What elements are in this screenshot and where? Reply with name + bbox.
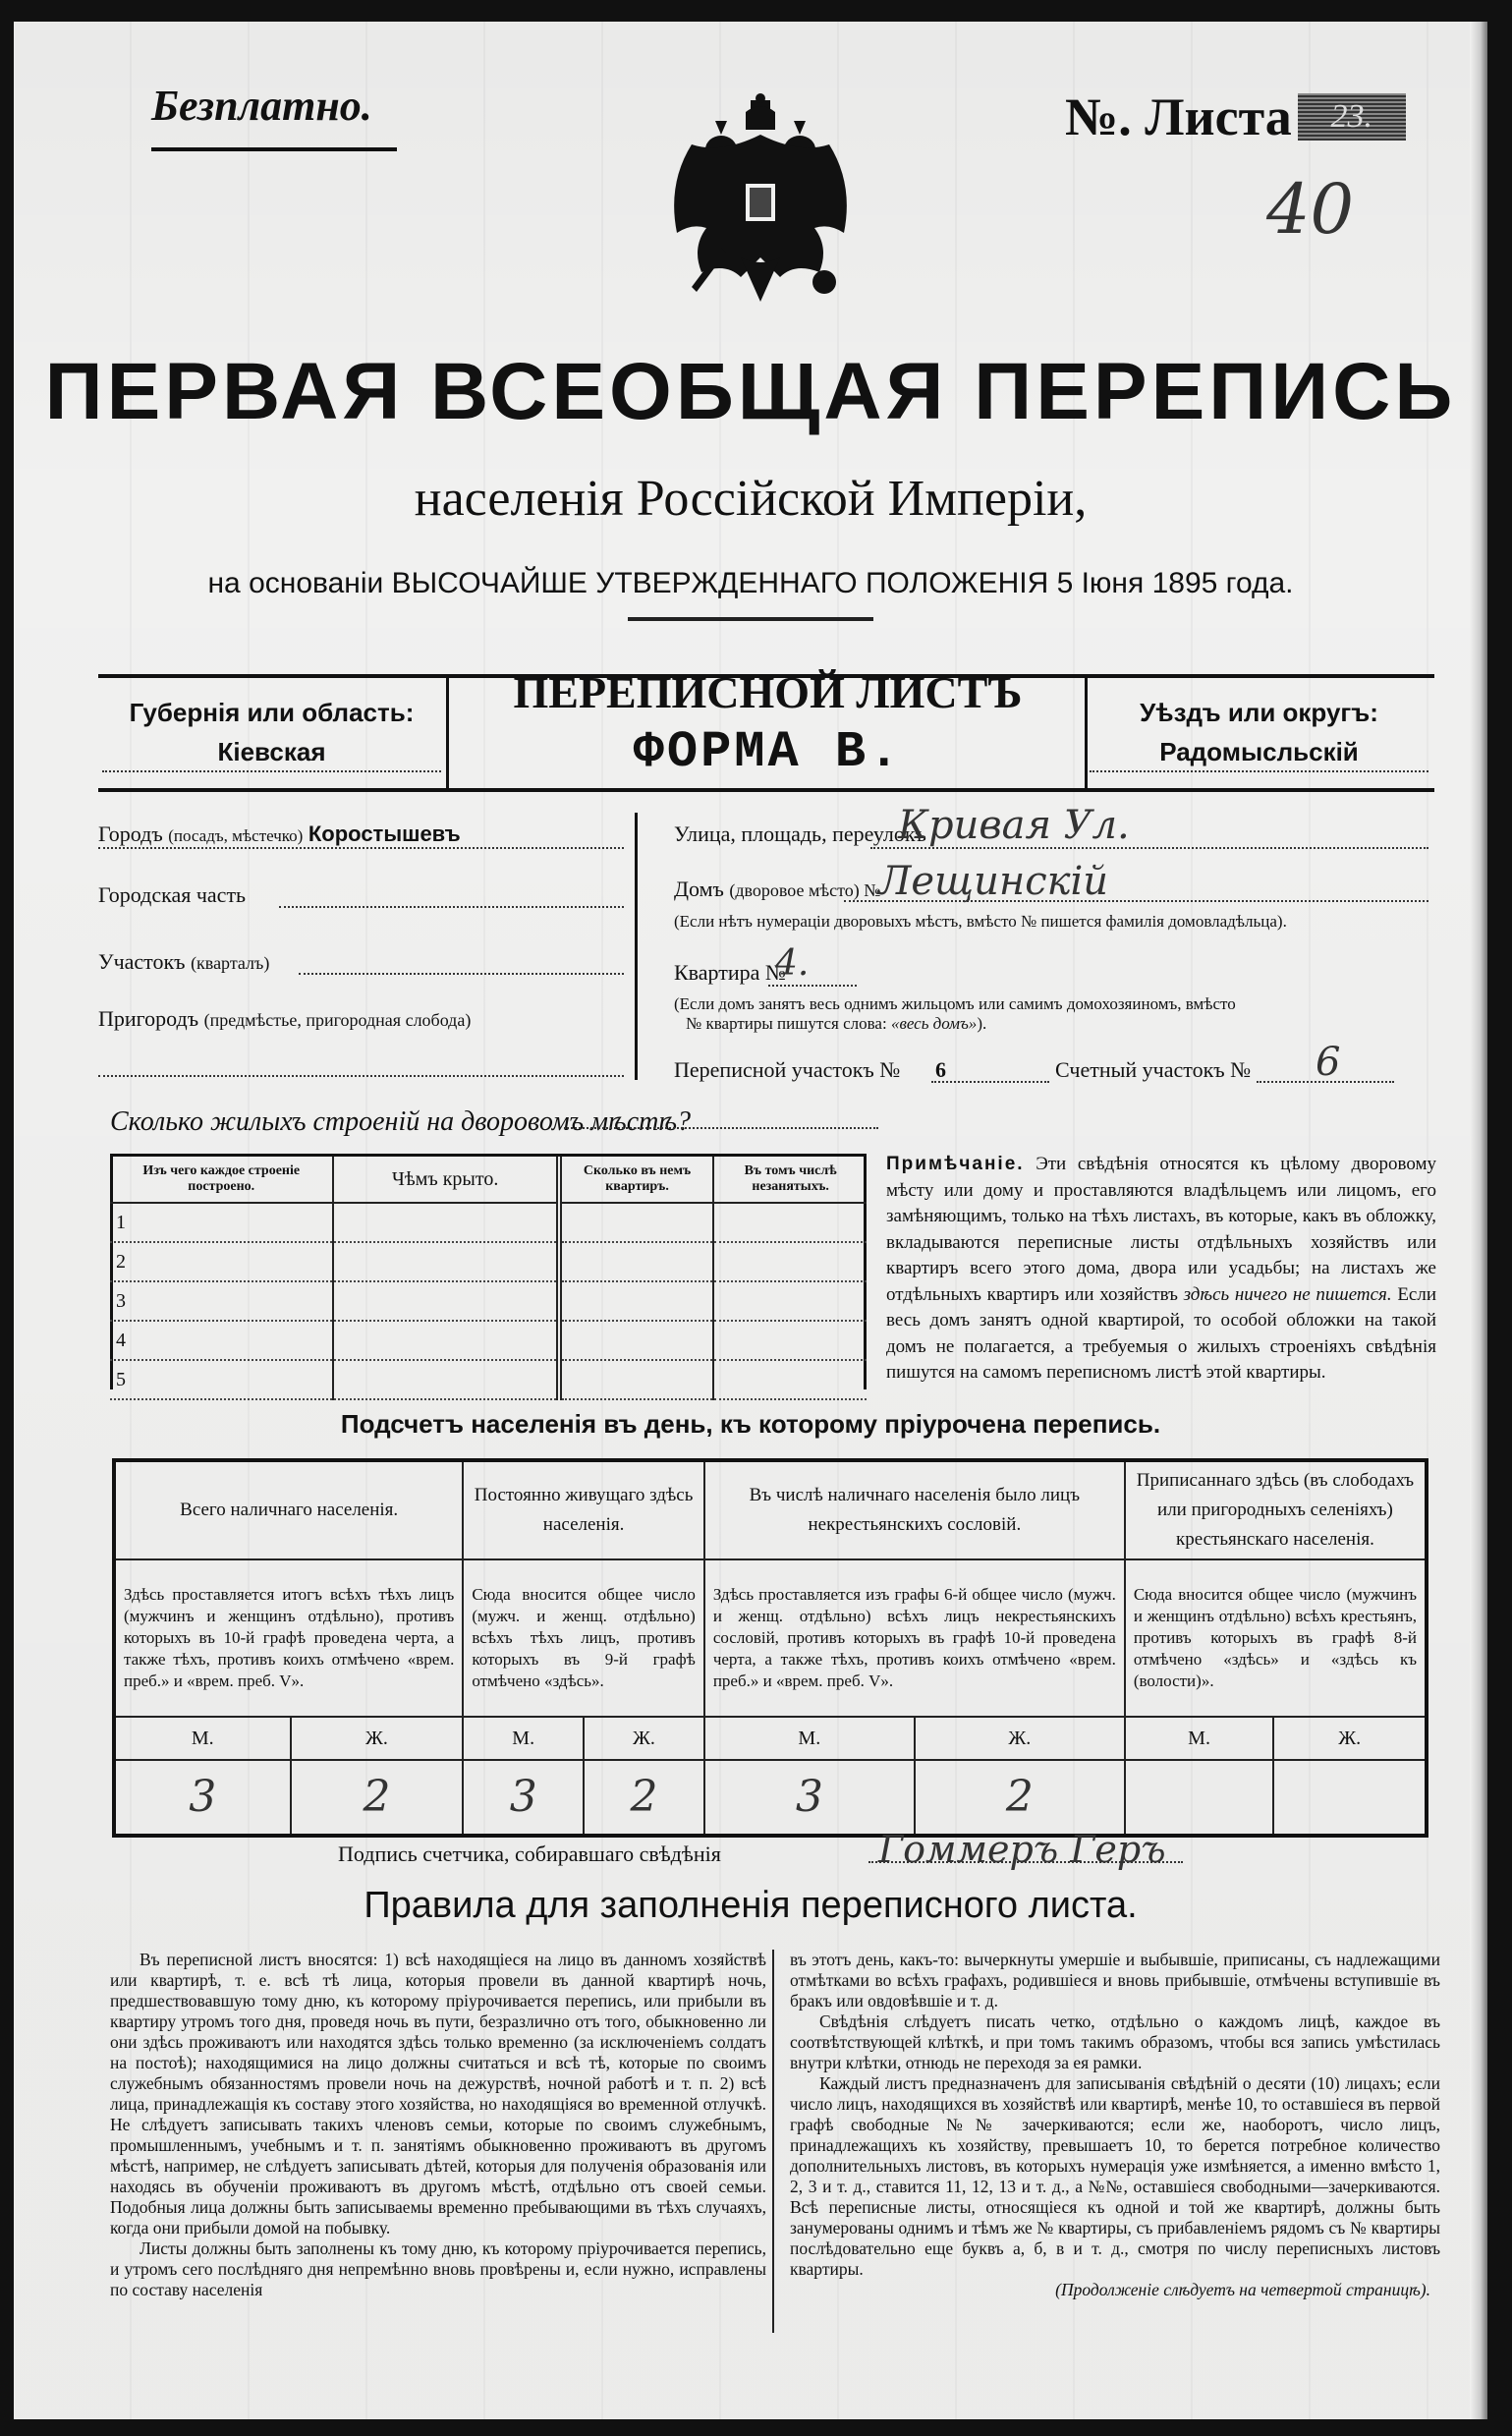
census-district-dotted-line xyxy=(931,1081,1049,1083)
page-edge xyxy=(1470,22,1487,2419)
registered-peasant-female[interactable] xyxy=(1273,1760,1427,1836)
suburb-hint: (предмѣстье, пригородная слобода) xyxy=(203,1010,472,1030)
table-cell[interactable] xyxy=(559,1360,713,1399)
ornament-divider xyxy=(628,617,873,621)
table-cell[interactable] xyxy=(559,1242,713,1281)
row-number: 5 xyxy=(110,1360,333,1399)
row-number: 4 xyxy=(110,1321,333,1360)
note-text: Эти свѣдѣнія относятся къ цѣлому дворовому мѣсту или дому и проставляются владѣльцемъ или лицомъ, его замѣняющимъ, только на тѣхъ листахъ, въ которые, какъ въ обложку, вкладываются переписные листы отдѣльныхъ хозяйствъ или квартиръ всего этого дома, двора или усадьбы; на листахъ же отдѣльныхъ квартиръ или хозяйствъ xyxy=(886,1154,1436,1305)
title-main: ПЕРВАЯ ВСЕОБЩАЯ ПЕРЕПИСЬ xyxy=(44,347,1457,436)
table-cell[interactable] xyxy=(333,1321,558,1360)
male-label: М. xyxy=(704,1717,915,1760)
population-headings xyxy=(114,1460,1427,1559)
sheet-number-label: №. Листа xyxy=(1065,87,1292,146)
rules-paragraph: Въ переписной листъ вносятся: 1) всѣ находящіеся на лицо въ данномъ хозяйствѣ или квартирѣ, т. е. всѣ тѣ лица, которыя провели въ данной квартирѣ ночь, предшествовавшую тому дню, къ которому пріурочивается перепись, или прибыли въ квартиру утромъ того дня, проведя ночь въ пути, безразлично отъ того, обыкновенно ли они здѣсь проживаютъ или находятся здѣсь только временно (за исключеніемъ солдатъ на постоѣ); находящимися на лицо должны считаться и всѣ тѣ, которые по своимъ служебнымъ обязанностямъ провели ночь на дежурствѣ, ночной работѣ и т. п. 2) всѣ лица, принадлежащія къ составу этого хозяйства, но находящіяся во временной отлучкѣ. Не слѣдуетъ записывать такихъ членовъ семьи, которые по своимъ служебнымъ, промышленнымъ, учебнымъ и т. п. занятіямъ обыкновенно проживаютъ въ другомъ мѣстѣ, например, не слѣдуетъ записывать дѣтей, которыя для полученія образованія или находясь въ обученіи проживаютъ въ другомъ мѣстѣ, отдѣльно отъ своей семьи. Подобныя лица должны быть записываемы временно пребывающими въ тѣхъ случаяхъ, когда они прибыли домой на побывку. xyxy=(110,1950,766,2238)
registered-peasant-male[interactable] xyxy=(1125,1760,1273,1836)
note-text-end: Если весь домъ занятъ одной квартирой, то особой обложки на такой домъ не полагается, а требуемыя о жилыхъ строеніяхъ свѣдѣнія пишутся на самомъ переписномъ листѣ этой квартиры. xyxy=(886,1283,1437,1383)
apartment-label: Квартира № xyxy=(674,960,786,985)
table-cell[interactable] xyxy=(333,1242,558,1281)
city-part-label: Городская часть xyxy=(98,882,247,907)
table-row xyxy=(110,1242,867,1281)
note-paragraph xyxy=(886,1152,1436,1387)
house-dotted-line xyxy=(844,900,1428,902)
apartment-note-text: № квартиры пишутся слова: xyxy=(686,1014,887,1033)
male-label: М. xyxy=(1125,1717,1273,1760)
house-value: Лещинскій xyxy=(878,859,1109,904)
population-table xyxy=(112,1458,1428,1838)
handwritten-page-number: 40 xyxy=(1266,169,1355,250)
title-subtitle: населенія Россійской Имперіи, xyxy=(414,471,1088,527)
signature-label: Подпись счетчика, собиравшаго свѣдѣнія xyxy=(338,1841,721,1866)
desc-non-peasant: Здѣсь проставляется изъ графы 6-й общее число (мужч. и женщ. отдѣльно) всѣхъ лицъ некрестьянскихъ сословій, противъ которыхъ въ графѣ 10-й проведена черта, а также тѣхъ, противъ коихъ отмѣчено «врем. преб.» и «врем. преб. V». xyxy=(704,1559,1125,1717)
permanent-female[interactable]: 2 xyxy=(584,1760,704,1836)
table-cell[interactable] xyxy=(559,1281,713,1321)
apartment-value: 4. xyxy=(775,943,810,984)
desc-permanent: Сюда вносится общее число (мужч. и женщ. отдѣльно) всѣхъ тѣхъ лицъ, противъ которыхъ въ 9-й графѣ отмѣчено «здѣсь». xyxy=(463,1559,704,1717)
form-type: ФОРМА В. xyxy=(633,723,903,781)
female-label: Ж. xyxy=(1273,1717,1427,1760)
table-row xyxy=(110,1321,867,1360)
gubernia-label: Губернія или область: xyxy=(129,698,415,727)
district-dotted-line xyxy=(299,973,624,975)
house-field xyxy=(674,877,880,902)
buildings-question-dotted-line xyxy=(564,1127,878,1129)
apartment-note-line2 xyxy=(674,1014,1236,1034)
free-underline xyxy=(151,147,397,151)
desc-total-present: Здѣсь проставляется итогъ всѣхъ тѣхъ лицъ (мужчинъ и женщинъ отдѣльно), противъ которыхъ въ 10-й графѣ проведена черта, а также тѣхъ, противъ коихъ отмѣчено «врем. преб.» и «врем. преб. V». xyxy=(114,1559,463,1717)
table-cell[interactable] xyxy=(713,1360,867,1399)
table-cell[interactable] xyxy=(713,1242,867,1281)
sheet-number-value: 23. xyxy=(1298,93,1406,141)
rules-paragraph: Каждый листъ предназначенъ для записыванія свѣдѣній о десяти (10) лицахъ; если число лицъ, находящихся въ хозяйствѣ или квартирѣ, менѣе 10, то оставшіеся въ первой графѣ свободные №№ зачеркиваются; если же, наоборотъ, число лицъ, принадлежащихъ къ хозяйству, превышаетъ 10, то берется потребное количество дополнительныхъ листовъ, въ которыхъ нумерація уже измѣняется, а именно вмѣсто 1, 2, 3 и т. д., ставится 11, 12, 13 и т. д., а №№, оставшіеся свободными—зачеркиваются. Всѣ переписные листы, относящіеся къ одной и той же квартирѣ, должны быть занумерованы однимъ и тѣмъ же № квартиры, съ прибавленіемъ рядомъ съ № квартиры послѣдовательно еще буквъ а, б, в и т. д., смотря по числу переписныхъ листовъ квартиры. xyxy=(790,2073,1440,2279)
suburb-label: Пригородъ xyxy=(98,1006,199,1031)
divider xyxy=(635,813,638,1080)
table-cell[interactable] xyxy=(713,1321,867,1360)
col-header-vacant: Въ томъ числѣ незанятыхъ. xyxy=(713,1157,867,1203)
street-value: Кривая Ул. xyxy=(898,803,1130,848)
apartment-note-end: ). xyxy=(977,1014,987,1033)
table-cell[interactable] xyxy=(333,1281,558,1321)
table-row xyxy=(110,1281,867,1321)
non-peasant-male[interactable]: 3 xyxy=(704,1760,915,1836)
city-dotted-line xyxy=(98,847,624,849)
district-field xyxy=(98,949,269,975)
buildings-table-header xyxy=(110,1157,867,1203)
apartment-note xyxy=(674,994,1236,1034)
house-label: Домъ xyxy=(674,877,724,901)
sheet-number xyxy=(1065,83,1406,151)
gubernia-dotted-line xyxy=(102,770,441,772)
desc-registered-peasant: Сюда вносится общее число (мужчинъ и женщинъ отдѣльно) всѣхъ крестьянъ, противъ которыхъ въ графѣ 8-й отмѣчено «здѣсь» и «здѣсь къ (волости)». xyxy=(1125,1559,1427,1717)
suburb-field xyxy=(98,1006,471,1032)
gubernia-value: Кіевская xyxy=(217,737,326,766)
uezd-dotted-line xyxy=(1090,770,1428,772)
census-district-label: Переписной участокъ № xyxy=(674,1057,901,1082)
street-label: Улица, площадь, переулокъ xyxy=(674,821,926,846)
buildings-table xyxy=(110,1157,867,1400)
district-hint: (кварталъ) xyxy=(191,953,270,973)
form-title: ПЕРЕПИСНОЙ ЛИСТЪ xyxy=(513,667,1023,717)
uezd-label: Уѣздъ или округъ: xyxy=(1140,698,1378,727)
rules-paragraph: Свѣдѣнія слѣдуетъ писать четко, отдѣльно о каждомъ лицѣ, каждое въ соотвѣтствующей клѣткѣ, и при томъ такимъ образомъ, чтобы вся запись умѣстилась внутри клѣтки, отнюдь не переходя за ея рамки. xyxy=(790,2011,1440,2072)
heading-permanent: Постоянно живущаго здѣсь населенія. xyxy=(463,1460,704,1559)
apartment-dotted-line xyxy=(768,985,857,987)
heading-total-present: Всего наличнаго населенія. xyxy=(114,1460,463,1559)
title-basis: на основаніи ВЫСОЧАЙШЕ УТВЕРЖДЕННАГО ПОЛОЖЕНІЯ 5 Іюня 1895 года. xyxy=(207,567,1294,599)
divider xyxy=(98,788,1434,792)
house-hint: (дворовое мѣсто) № xyxy=(729,880,881,900)
total-present-female[interactable]: 2 xyxy=(291,1760,464,1836)
rules-right-column xyxy=(790,1950,1440,2300)
rules-paragraph: Листы должны быть заполнены къ тому дню, къ которому пріурочивается перепись, и утромъ сего послѣдняго дня непремѣнно вновь провѣрены и, если нужно, исправлены по составу населенія xyxy=(110,2238,766,2299)
col-header-roof: Чѣмъ крыто. xyxy=(333,1157,558,1203)
city-field xyxy=(98,821,461,847)
count-district-dotted-line xyxy=(1257,1081,1394,1083)
heading-non-peasant: Въ числѣ наличнаго населенія было лицъ некрестьянскихъ сословій. xyxy=(704,1460,1125,1559)
population-title: Подсчетъ населенія въ день, къ которому пріурочена перепись. xyxy=(340,1409,1161,1439)
permanent-male[interactable]: 3 xyxy=(463,1760,584,1836)
male-label: М. xyxy=(463,1717,584,1760)
table-cell[interactable] xyxy=(333,1360,558,1399)
table-cell[interactable] xyxy=(559,1203,713,1242)
population-sex-labels xyxy=(114,1717,1427,1760)
table-cell[interactable] xyxy=(333,1203,558,1242)
rules-left-column xyxy=(110,1950,766,2300)
double-headed-eagle-icon xyxy=(662,90,859,326)
rules-paragraph: въ этотъ день, какъ-то: вычеркнуты умершіе и выбывшіе, приписаны, съ надлежащими отмѣтками во всѣхъ графахъ, родившіеся и вновь прибывшіе, отмѣчены вступившіе въ бракъ или овдовѣвшіе и т. д. xyxy=(790,1950,1440,2011)
female-label: Ж. xyxy=(291,1717,464,1760)
divider xyxy=(772,1950,774,2333)
col-header-material: Изъ чего каждое строеніе построено. xyxy=(110,1157,333,1203)
apartment-note-line1: (Если домъ занятъ весь однимъ жильцомъ или самимъ домохозяиномъ, вмѣсто xyxy=(674,994,1236,1013)
buildings-question: Сколько жилыхъ строеній на дворовомъ мѣстѣ? xyxy=(110,1106,692,1137)
divider xyxy=(1085,674,1088,792)
count-district-label: Счетный участокъ № xyxy=(1055,1057,1252,1082)
census-district-value: 6 xyxy=(935,1057,946,1082)
house-note: (Если нѣтъ нумераціи дворовыхъ мѣстъ, вмѣсто № пишется фамилія домовладѣльца). xyxy=(674,912,1287,931)
uezd-value: Радомысльскій xyxy=(1159,737,1359,766)
row-number: 2 xyxy=(110,1242,333,1281)
suburb-dotted-line xyxy=(98,1075,624,1077)
population-descriptions xyxy=(114,1559,1427,1717)
table-row xyxy=(110,1203,867,1242)
table-cell[interactable] xyxy=(713,1281,867,1321)
population-values xyxy=(114,1760,1427,1836)
col-header-apartments: Сколько въ немъ квартиръ. xyxy=(559,1157,713,1203)
table-cell[interactable] xyxy=(559,1321,713,1360)
male-label: М. xyxy=(114,1717,291,1760)
district-label: Участокъ xyxy=(98,949,186,974)
rules-title: Правила для заполненія переписного листа. xyxy=(364,1885,1138,1926)
city-part-dotted-line xyxy=(279,906,624,908)
street-dotted-line xyxy=(870,847,1428,849)
heading-registered-peasant: Приписаннаго здѣсь (въ слободахъ или пригородныхъ селеніяхъ) крестьянскаго населенія. xyxy=(1125,1460,1427,1559)
city-hint: (посадъ, мѣстечко) xyxy=(168,826,304,845)
female-label: Ж. xyxy=(915,1717,1125,1760)
total-present-male[interactable]: 3 xyxy=(189,1772,217,1822)
city-value: Коростышевъ xyxy=(308,821,461,846)
table-row xyxy=(110,1360,867,1399)
divider xyxy=(446,674,449,792)
city-label: Городъ xyxy=(98,821,163,846)
count-district-value: 6 xyxy=(1316,1040,1341,1085)
signature-value: Гоммеръ Геръ xyxy=(878,1828,1166,1871)
row-number: 3 xyxy=(110,1281,333,1321)
note-text-italic: здѣсь ничего не пишется. xyxy=(1183,1283,1392,1305)
non-peasant-female[interactable]: 2 xyxy=(915,1760,1125,1836)
free-label: Безплатно. xyxy=(151,82,372,130)
continuation-note: (Продолженіе слѣдуетъ на четвертой страницѣ). xyxy=(1055,2280,1430,2299)
census-sheet xyxy=(14,22,1487,2419)
apartment-note-italic: «весь домъ» xyxy=(890,1014,978,1033)
row-number: 1 xyxy=(110,1203,333,1242)
note-title: Примѣчаніе. xyxy=(886,1154,1025,1174)
table-cell[interactable] xyxy=(713,1203,867,1242)
female-label: Ж. xyxy=(584,1717,704,1760)
